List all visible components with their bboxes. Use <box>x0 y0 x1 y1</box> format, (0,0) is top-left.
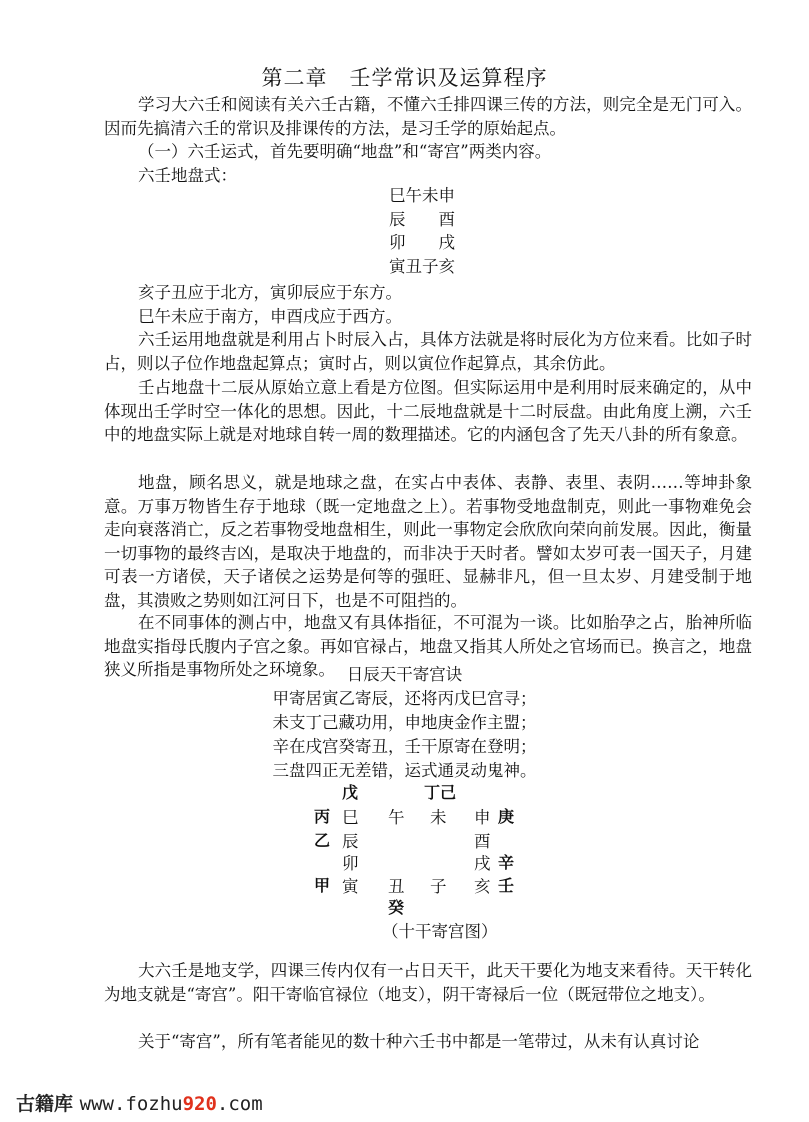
zhi-label: 巳 <box>342 808 359 827</box>
paragraph: 关于“寄宫”，所有笔者能见的数十种六壬书中都是一笔带过，从未有认真讨论 <box>138 1032 700 1051</box>
zhi-label: 亥 <box>474 877 491 896</box>
zhi-label: 辰 <box>342 832 359 851</box>
diban-row: 巳午未申 <box>389 186 455 205</box>
paragraph: 大六壬是地支学，四课三传内仅有一占日天干，此天干要化为地支来看待。天干转化为地支就是“寄宫”。阳干寄临官禄位（地支），阴干寄禄后一位（既冠带位之地支）。 <box>104 961 752 1004</box>
paragraph: 巳午未应于南方，申酉戌应于西方。 <box>138 307 402 326</box>
gan-label: 丁己 <box>424 783 457 802</box>
diban-row: 辰 酉 <box>389 210 455 229</box>
zhi-label: 酉 <box>474 832 491 851</box>
paragraph: 学习大六壬和阅读有关六壬古籍，不懂六壬排四课三传的方法，则完全是无门可入。因而先搞清六壬的常识及排课传的方法，是习壬学的原始起点。 <box>104 95 752 138</box>
paragraph: 地盘，顾名思义，就是地球之盘，在实占中表体、表静、表里、表阴……等坤卦象意。万事万物皆生存于地球（既一定地盘之上）。若事物受地盘制克，则此一事物难免会走向衰落消亡，反之若事物受地盘相生，则此一事物定会欣欣向荣向前发展。因此，衡量一切事物的最终吉凶，是取决于地盘的，而非决于天时者。譬如太岁可表一国天子，月建可表一方诸侯，天子诸侯之运势是何等的强旺、显赫非凡，但一旦太岁、月建受制于地盘，其溃败之势则如江河日下，也是不可阻挡的。 <box>104 473 752 610</box>
gan-label: 乙 <box>314 831 331 850</box>
paragraph: （一）六壬运式，首先要明确“地盘”和“寄宫”两类内容。 <box>138 142 552 161</box>
paragraph: 壬占地盘十二辰从原始立意上看是方位图。但实际运用中是利用时辰来确定的，从中体现出壬学时空一体化的思想。因此，十二辰地盘就是十二时辰盘。由此角度上溯，六壬中的地盘实际上就是对地球自转一周的数理描述。它的内涵包含了先天八卦的所有象意。 <box>104 378 752 445</box>
zhi-label: 午 <box>388 808 405 827</box>
site-url-number: 920 <box>182 1093 217 1115</box>
zhi-label: 未 <box>430 808 447 827</box>
zhi-label: 申 <box>474 808 491 827</box>
site-url-prefix: www.fozhu <box>79 1093 183 1115</box>
gan-label: 庚 <box>498 807 515 826</box>
gan-label: 甲 <box>314 876 331 895</box>
diban-row: 卯 戌 <box>389 233 455 252</box>
poem-line: 未支丁己藏功用，申地庚金作主盟； <box>272 713 537 732</box>
zhi-label: 卯 <box>342 854 359 873</box>
diban-row: 寅丑子亥 <box>389 257 455 276</box>
gan-label: 丙 <box>314 807 331 826</box>
gan-label: 癸 <box>388 898 405 917</box>
poem-line: 甲寄居寅乙寄辰，还将丙戊巳宫寻； <box>272 689 537 708</box>
site-name: 古籍库 <box>16 1093 74 1115</box>
poem-line: 三盘四正无差错，运式通灵动鬼神。 <box>272 761 537 780</box>
poem-line: 辛在戌宫癸寄丑，壬干原寄在登明； <box>272 737 537 756</box>
site-watermark <box>16 1089 263 1116</box>
chapter-title: 第二章 壬学常识及运算程序 <box>261 66 548 90</box>
paragraph: 在不同事体的测占中，地盘又有具体指征，不可混为一谈。比如胎孕之占，胎神所临地盘实指母氏腹内子宫之象。再如官禄占，地盘又指其人所处之官场而已。换言之，地盘狭义所指是事物所处之环境象。 <box>104 613 752 680</box>
zhi-label: 丑 <box>388 877 405 896</box>
paragraph: 六壬运用地盘就是利用占卜时辰入占，具体方法就是将时辰化为方位来看。比如子时占，则以子位作地盘起算点；寅时占，则以寅位作起算点，其余仿此。 <box>104 330 752 373</box>
site-url-suffix: .com <box>216 1093 263 1115</box>
zhi-label: 戌 <box>474 854 491 873</box>
figure-caption: （十干寄宫图） <box>382 922 498 941</box>
zhi-label: 寅 <box>342 877 359 896</box>
gan-label: 辛 <box>498 853 515 872</box>
gan-label: 戊 <box>342 783 359 802</box>
poem-title: 日辰天干寄宫诀 <box>346 665 463 684</box>
paragraph: 亥子丑应于北方，寅卯辰应于东方。 <box>138 283 402 302</box>
zhi-label: 子 <box>430 877 447 896</box>
gan-label: 壬 <box>498 876 515 895</box>
paragraph: 六壬地盘式： <box>138 166 237 185</box>
